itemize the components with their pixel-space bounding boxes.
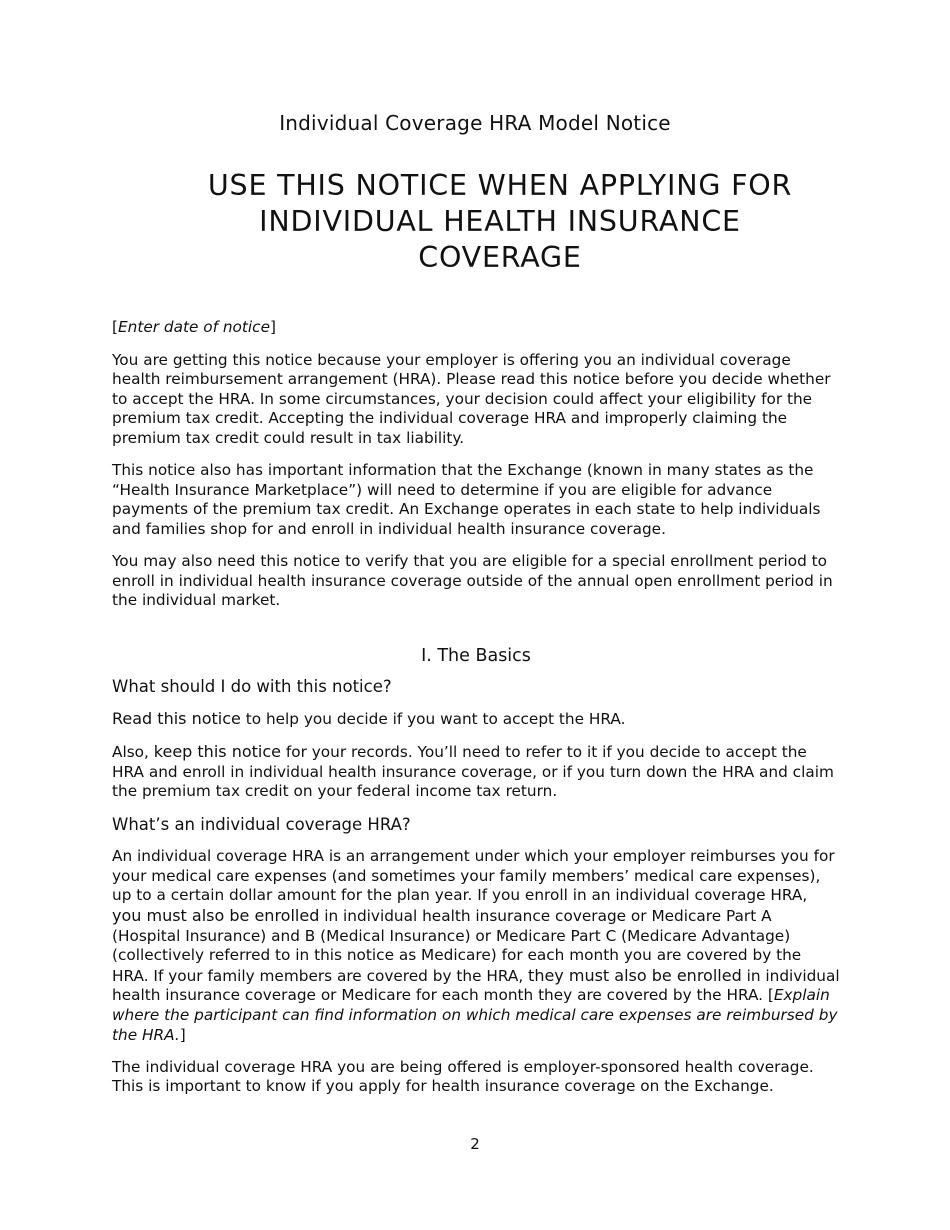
- intro-paragraph-3: You may also need this notice to verify that you are eligible for a special enrollment period to enroll in individual health insurance coverage outside of the annual open enrollment period in the individual market.: [112, 552, 833, 610]
- intro-paragraph-2: This notice also has important information that the Exchange (known in many states as the “Health Insurance Marketplace”) will need to determine if you are eligible for advance payments of the premium tax credit. An Exchange operates in each state to help individuals and families shop for and enroll in individual health insurance coverage.: [112, 461, 821, 538]
- answer-employer-sponsored: The individual coverage HRA you are being offered is employer-sponsored health coverage. This is important to know if you apply for health insurance coverage on the Exchange.: [112, 1057, 814, 1096]
- date-open-bracket: [: [112, 318, 118, 336]
- answer-keep-notice: [112, 742, 840, 802]
- banner-line-2: INDIVIDUAL HEALTH INSURANCE: [259, 205, 741, 238]
- hra-definition-part-2: in individual health insurance coverage or Medicare Part A (Hospital Insurance) and B (Medical Insurance) or Medicare Part C (Medicare Advantage) (collectively referred to in this notice as Medicare) for each month you are covered by the HRA. If your family members are covered by the HRA,: [112, 907, 802, 985]
- notice-banner: [180, 168, 820, 276]
- hra-definition-emphasis-1: you must also be enrolled: [112, 906, 320, 926]
- banner-line-1: USE THIS NOTICE WHEN APPLYING FOR: [207, 169, 793, 202]
- read-notice-rest: to help you decide if you want to accept the HRA.: [240, 710, 626, 729]
- answer-read-notice: [112, 709, 840, 730]
- date-placeholder-line: [112, 318, 840, 338]
- date-placeholder: Enter date of notice: [117, 318, 270, 336]
- notice-body: [112, 318, 840, 1110]
- keep-notice-rest: for your records. You’ll need to refer to it if you decide to accept the HRA and enroll in individual health insurance coverage, or if you turn down the HRA and claim the premium tax credit on your federal income tax return.: [112, 743, 834, 801]
- hra-definition-part-3: in individual health insurance coverage or Medicare for each month they are covered by the HRA. [: [112, 966, 840, 1005]
- hra-definition-emphasis-2: they must also be enrolled: [528, 965, 742, 985]
- banner-line-3: COVERAGE: [418, 241, 582, 274]
- date-close-bracket: ]: [269, 318, 276, 336]
- question-what-is-hra: What’s an individual coverage HRA?: [112, 814, 411, 834]
- keep-notice-prefix: Also,: [112, 743, 154, 762]
- notice-header-title: Individual Coverage HRA Model Notice: [279, 111, 671, 135]
- section-heading-basics: I. The Basics: [421, 645, 531, 666]
- intro-paragraph-1: You are getting this notice because your employer is offering you an individual coverage health reimbursement arrangement (HRA). Please read this notice before you decide whether to accept the HRA. In some circumstances, your decision could affect your eligibility for the premium tax credit. Accepting the individual coverage HRA and improperly claiming the premium tax credit could result in tax liability.: [112, 350, 831, 447]
- page-number: 2: [470, 1135, 480, 1153]
- hra-definition-part-1: An individual coverage HRA is an arrangement under which your employer reimburses you for your medical care expenses (and sometimes your family members’ medical care expenses), up to a certain dollar amount for the plan year. If you enroll in an individual coverage HRA,: [112, 847, 835, 905]
- keep-notice-emphasis: keep this notice: [153, 742, 281, 762]
- hra-definition-close: ]: [179, 1025, 186, 1044]
- read-notice-emphasis: Read this notice: [112, 709, 241, 729]
- hra-definition-instruction: Explain where the participant can find information on which medical care expenses are reimbursed by the HRA.: [112, 986, 838, 1044]
- question-what-to-do: What should I do with this notice?: [112, 676, 392, 696]
- answer-hra-definition: [112, 847, 840, 1045]
